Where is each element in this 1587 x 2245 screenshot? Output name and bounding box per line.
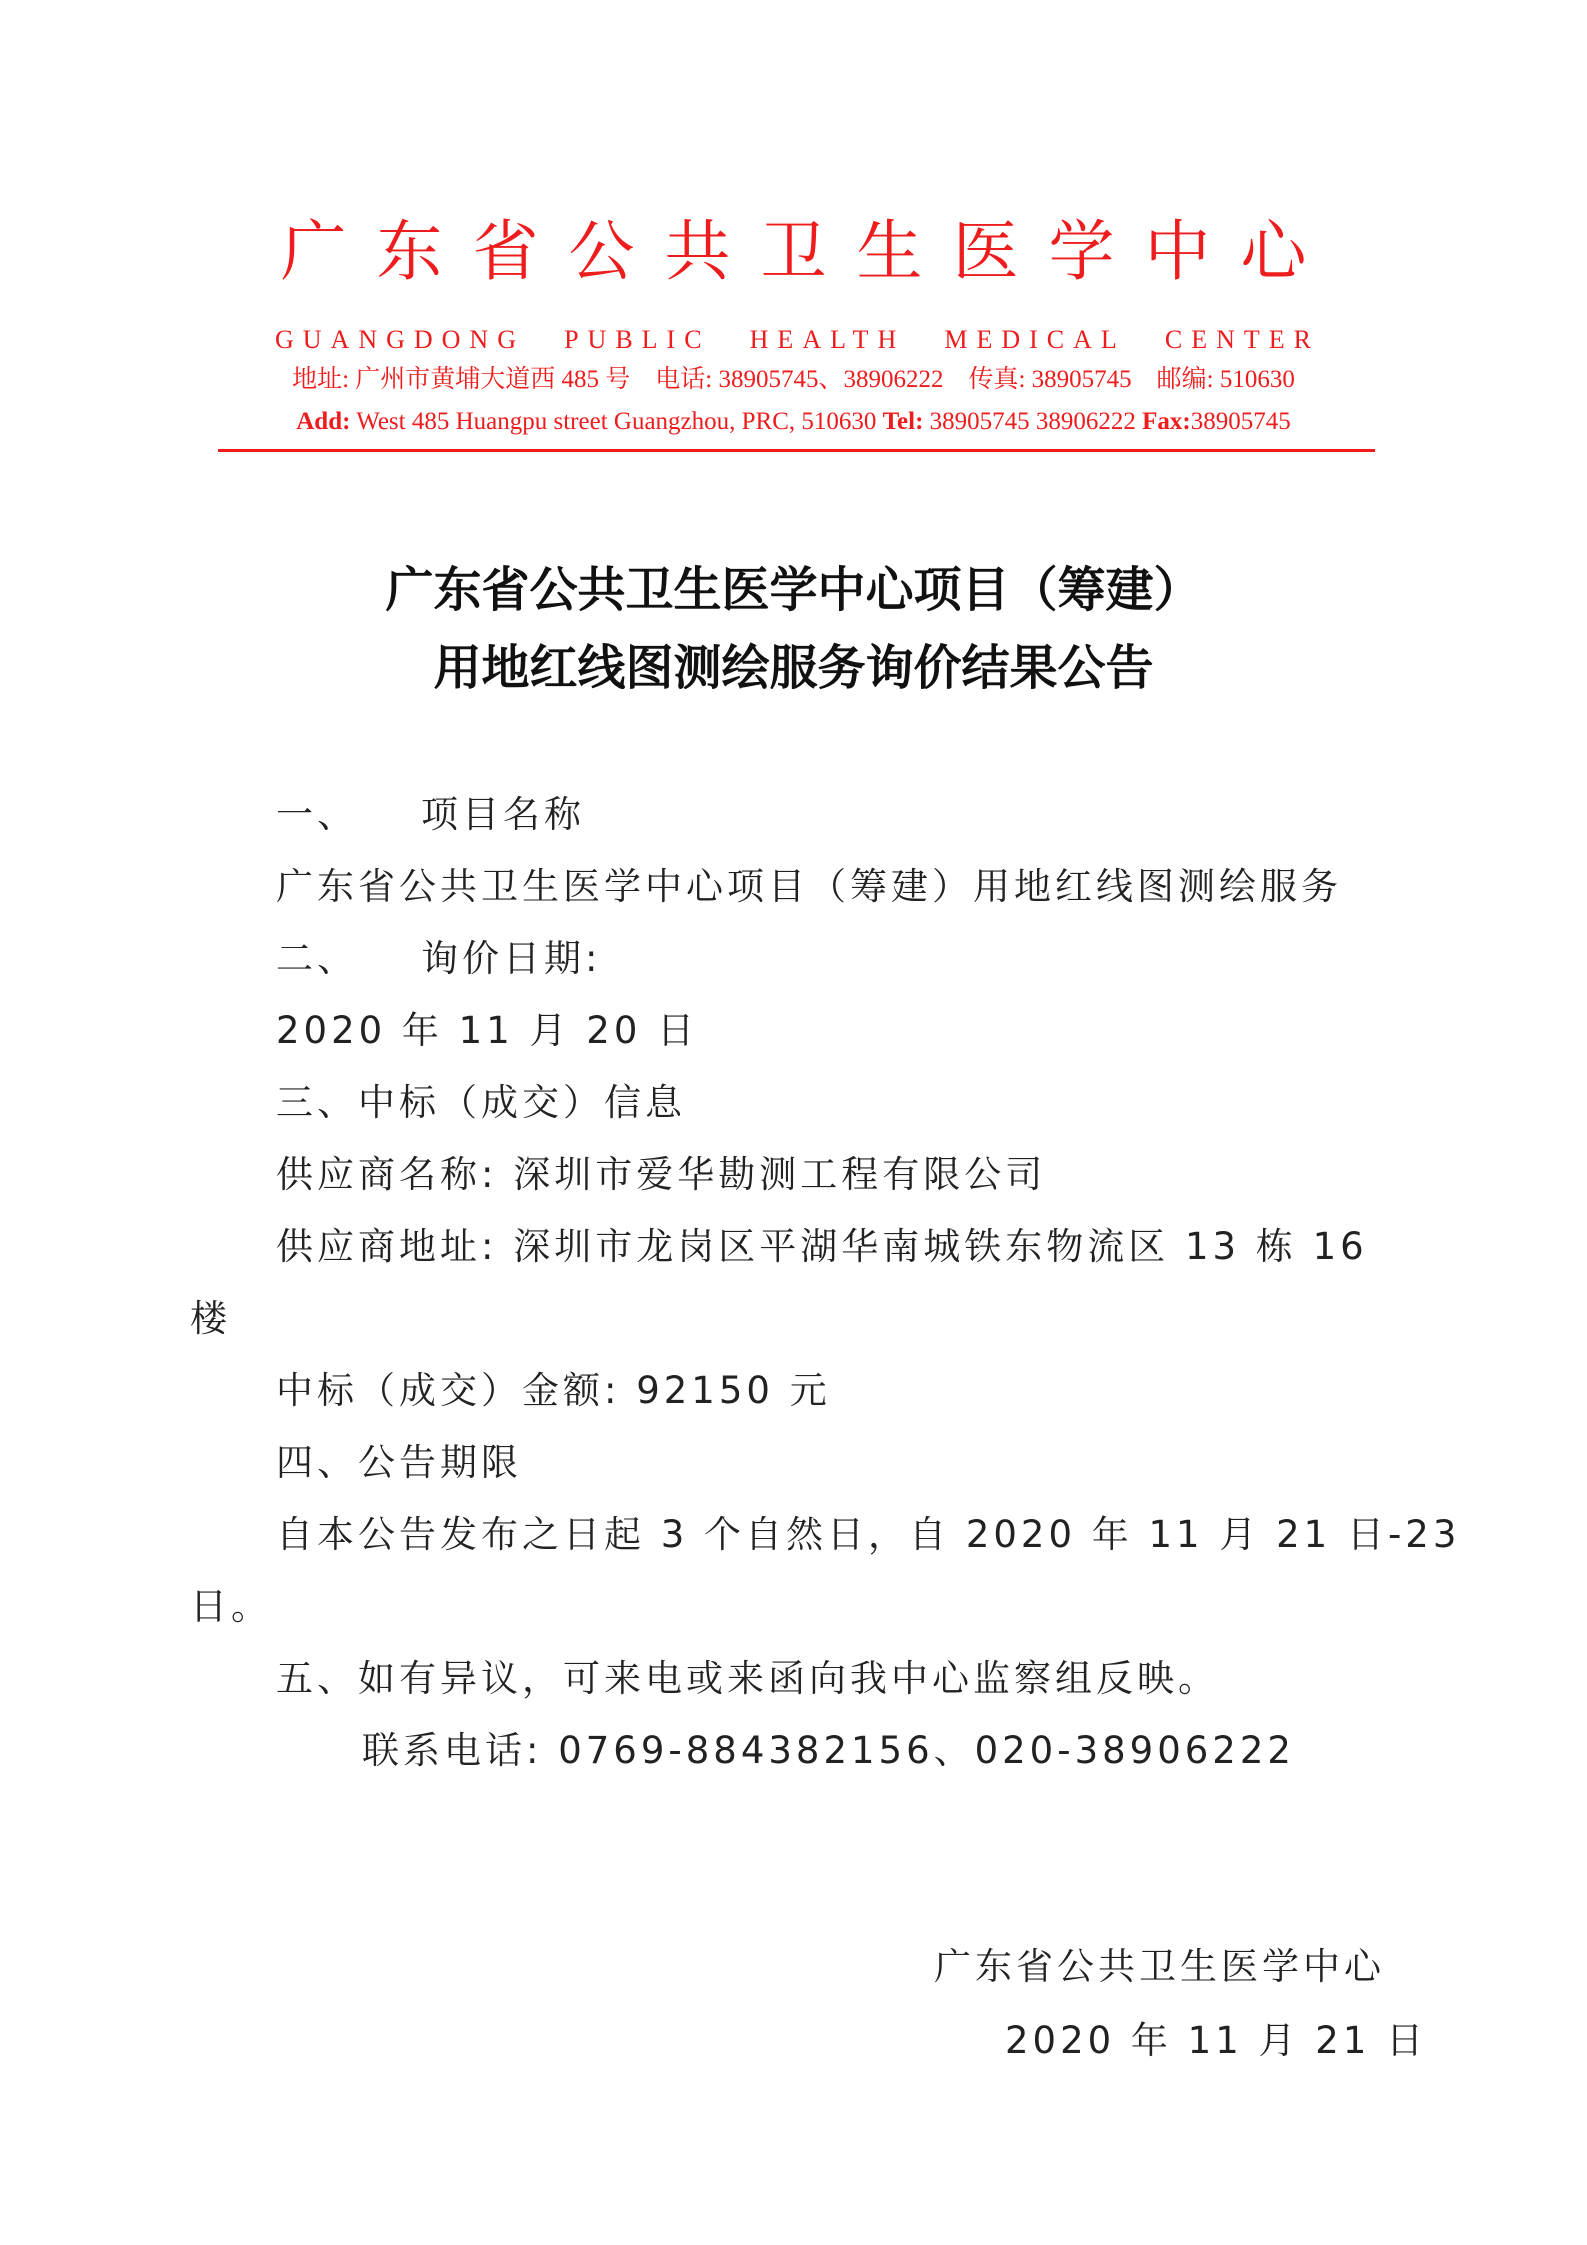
letterhead-contact-cn: 地址: 广州市黄埔大道西 485 号 电话: 38905745、38906222 传真: 38905745 邮编: 510630 — [292, 366, 1295, 393]
section2-content: 2020 年 11 月 20 日 — [276, 1009, 699, 1052]
supplier-address-line2: 楼 — [190, 1297, 231, 1340]
contact-phone: 联系电话: 0769-884382156、020-38906222 — [362, 1729, 1295, 1772]
letterhead-en-word: GUANGDONG — [275, 325, 525, 354]
section4-content-line2: 日。 — [190, 1585, 272, 1628]
section5-heading: 五、如有异议，可来电或来函向我中心监察组反映。 — [276, 1657, 1219, 1700]
letterhead-en-word: CENTER — [1164, 325, 1320, 354]
section3-heading: 三、中标（成交）信息 — [276, 1081, 686, 1124]
letterhead-en-word: HEALTH — [749, 325, 906, 354]
signature-date: 2020 年 11 月 21 日 — [1005, 2019, 1428, 2062]
letterhead-divider — [218, 449, 1375, 452]
document-title-line2: 用地红线图测绘服务询价结果公告 — [433, 640, 1154, 696]
supplier-name: 供应商名称: 深圳市爱华勘测工程有限公司 — [276, 1153, 1047, 1196]
supplier-address-line1: 供应商地址: 深圳市龙岗区平湖华南城铁东物流区 13 栋 16 — [276, 1225, 1368, 1268]
fax-text: 38905745 — [1190, 408, 1291, 435]
fax-label: Fax: — [1142, 408, 1191, 435]
section1-heading: 一、 项目名称 — [276, 793, 586, 836]
letterhead-contact-en — [0, 404, 1587, 440]
document-title-line1: 广东省公共卫生医学中心项目（筹建） — [385, 562, 1202, 618]
letterhead-title: 广东省公共卫生医学中心 — [280, 213, 1337, 290]
add-label: Add: — [296, 408, 351, 435]
address-text: West 485 Huangpu street Guangzhou, PRC, 510630 — [350, 408, 883, 435]
signature-organization: 广东省公共卫生医学中心 — [934, 1945, 1385, 1988]
section4-content-line1: 自本公告发布之日起 3 个自然日，自 2020 年 11 月 21 日-23 — [276, 1513, 1461, 1556]
letterhead-en-word: PUBLIC — [564, 325, 711, 354]
award-amount: 中标（成交）金额: 92150 元 — [276, 1369, 831, 1412]
section2-heading: 二、 询价日期: — [276, 937, 602, 980]
tel-text: 38905745 38906222 — [923, 408, 1143, 435]
letterhead-en-word: MEDICAL — [944, 325, 1126, 354]
letterhead-english-name — [275, 322, 1320, 358]
tel-label: Tel: — [882, 408, 924, 435]
section4-heading: 四、公告期限 — [276, 1441, 522, 1484]
section1-content: 广东省公共卫生医学中心项目（筹建）用地红线图测绘服务 — [276, 865, 1342, 908]
